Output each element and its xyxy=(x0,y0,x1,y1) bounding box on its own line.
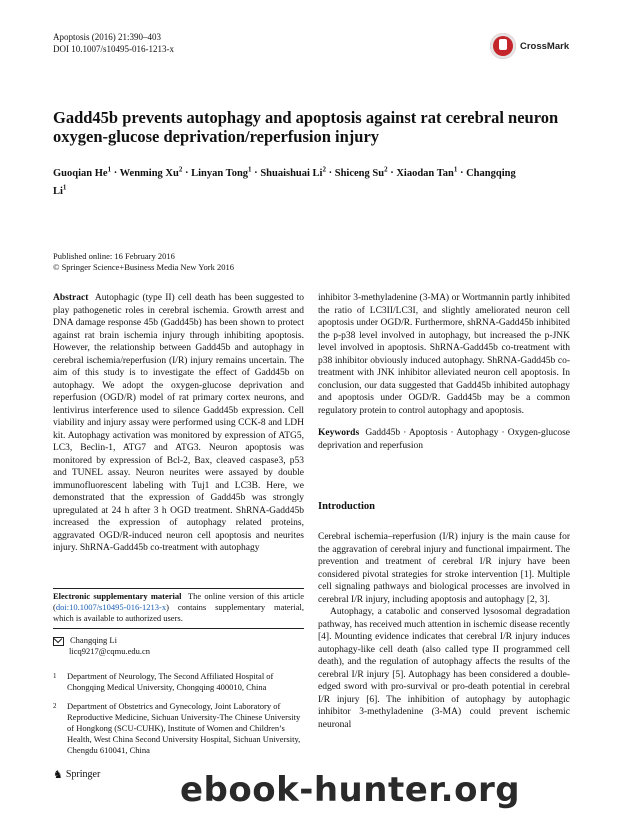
crossmark-badge[interactable] xyxy=(490,33,569,59)
introduction-paragraph: Cerebral ischemia–reperfusion (I/R) injury is the main cause for the aggravation of cerebral injury and functional impairment. The prevention and treatment of cerebral I/R injury have been considered pivotal strategies for stroke intervention [1]. Multiple cell signaling pathways and biological processes are involved in cerebral I/R injury, including apoptosis and autophagy [2, 3]. xyxy=(318,532,570,605)
abstract-text-right: inhibitor 3-methyladenine (3-MA) or Wortmannin partly inhibited the ratio of LC3II/LC3I, and slightly ameliorated neuron cell apoptosis under OGD/R. Furthermore, shRNA-Gadd45b inhibited the p-p38 level involved in autophagy, but increased the p-JNK level involved in apoptosis. ShRNA-Gadd45b co-treatment with p38 inhibitor obviously induced autophagy. ShRNA-Gadd45b co-treatment with JNK inhibitor alleviated neuron cell apoptosis. In conclusion, our data suggested that Gadd45b inhibited autophagy and apoptosis under OGD/R. Gadd45b may be a common regulatory protein to control autophagy and apoptosis. xyxy=(318,293,570,416)
esm-text-pre: The online version of this article ( xyxy=(53,591,304,612)
keywords-label: Keywords xyxy=(318,428,360,438)
affiliation-number: 1 xyxy=(53,672,57,680)
introduction-paragraph: Autophagy, a catabolic and conserved lysosomal degradation pathway, has received much attention in ischemic disease recently [4]. Mounting evidence indicates that cerebral I/R injury induces autophagy-like cell death (also called type II programmed cell death), and the regulation of autophagy affects the results of the cerebral I/R injury [5]. Autophagy has been considered a double-edged sword with pro-survival or pro-death potential in cerebral I/R injury [6]. The inhibition of autophagy by autophagic inhibitor 3-methyladenine (3-MA) could prevent ischemic neuronal xyxy=(318,607,570,730)
author-affiliation-mark: 1 xyxy=(453,165,458,173)
keywords xyxy=(318,427,570,452)
author-name: Linyan Tong$^1$ xyxy=(191,165,252,179)
author-name: Guoqian He$^1$ xyxy=(53,165,112,179)
author-affiliation-mark: 2 xyxy=(384,165,388,173)
esm-text-post: ) contains supplementary material, which is available to authorized users. xyxy=(53,602,304,623)
springer-horse-icon: ♞ xyxy=(53,769,63,781)
corresponding-email[interactable]: licq9217@cqmu.edu.cn xyxy=(69,646,151,656)
author-affiliation-mark: 1 xyxy=(248,165,252,173)
correspondence xyxy=(53,635,150,657)
journal-citation: Apoptosis (2016) 21:390–403 xyxy=(53,32,161,42)
abstract-right xyxy=(318,292,570,452)
journal-meta xyxy=(53,31,174,55)
esm-doi-link[interactable]: doi:10.1007/s10495-016-1213-x xyxy=(55,602,167,612)
author-name: Wenming Xu$^2$ xyxy=(119,165,183,179)
author-affiliation-mark: 2 xyxy=(178,165,183,173)
crossmark-icon xyxy=(490,33,516,59)
affiliation-divider xyxy=(53,628,304,629)
watermark: ebook-hunter.org xyxy=(180,770,521,810)
abstract-label: Abstract xyxy=(53,293,89,303)
author-affiliation-mark: 2 xyxy=(322,165,326,173)
introduction-body xyxy=(318,531,570,731)
author-name: Shuaishuai Li$^2$ xyxy=(260,165,326,179)
introduction-heading: Introduction xyxy=(318,501,375,512)
author-name: Changqing Li$^1$ xyxy=(53,167,516,197)
esm-divider xyxy=(53,588,304,589)
author-affiliation-mark: 1 xyxy=(107,165,112,173)
esm-label: Electronic supplementary material xyxy=(53,591,182,601)
corresponding-author: Changqing Li xyxy=(70,635,117,645)
publisher-logo xyxy=(53,768,100,781)
publication-info xyxy=(53,251,234,273)
publisher-name: Springer xyxy=(65,769,101,780)
affiliation-text: Department of Obstetrics and Gynecology, Joint Laboratory of Reproductive Medicine, Sichuan University-The Chinese University of Hongkong (SCU-CUHK), Institute of Women and Children’s Health, West China Second University Hospital, Sichuan University, Chengdu 610041, China xyxy=(67,701,301,755)
crossmark-label: CrossMark xyxy=(520,40,570,52)
abstract-text-left: Autophagic (type II) cell death has been suggested to play pathogenetic roles in cerebral ischemia. Growth arrest and DNA damage response 45b (Gadd45b) has been shown to protect against rat brain ischemia injury through inhibiting apoptosis. However, the relationship between Gadd45b and autophagy in cerebral ischemia/reperfusion (I/R) injury remains uncertain. The aim of this study is to investigate the effect of Gadd45b on autophagy. We adopt the oxygen-glucose deprivation and reperfusion (OGD/R) model of rat primary cortex neurons, and lentivirus interference used to silence Gadd45b expression. Cell viability and injury assay were performed using CCK-8 and LDH kit. Autophagy activation was monitored by expression of ATG5, LC3, Beclin-1, ATG7 and ATG3. Neuron apoptosis was monitored by expression of Bcl-2, Bax, cleaved caspase3, p53 and TUNEL assay. Neuron neurites were assayed by double immunofluorescent labeling with Tuj1 and LC3B. Here, we demonstrated that the expression of Gadd45b was strongly upregulated at 24 h after 3 h OGD treatment. ShRNA-Gadd45b increased the expression of autophagy related proteins, aggravated OGD/R-induced neuron cell apoptosis and neurites injury. ShRNA-Gadd45b co-treatment with autophagy xyxy=(53,293,304,553)
envelope-icon xyxy=(53,637,64,646)
author-name: Shiceng Su$^2$ xyxy=(334,165,388,179)
supplementary-note xyxy=(53,591,304,624)
affiliation-2 xyxy=(53,701,304,756)
author-name: Xiaodan Tan$^1$ xyxy=(396,165,458,179)
affiliation-number: 2 xyxy=(53,702,57,710)
doi-line: DOI 10.1007/s10495-016-1213-x xyxy=(53,44,174,54)
affiliation-text: Department of Neurology, The Second Affiliated Hospital of Chongqing Medical University, Chongqing 400010, China xyxy=(67,671,274,692)
affiliation-1 xyxy=(53,671,304,693)
author-list: Guoqian $He^1 \cdot Wenming$ $Xu^2$ · Linyan Tong$^1$ · Shuaishuai $Li^2$ · Shiceng $Su^2$ · Xiaodan Tan$^1$ · Changqing Li$^1$ xyxy=(53,165,516,197)
published-date: Published online: 16 February 2016 xyxy=(53,251,175,261)
keywords-text: Gadd45b · Apoptosis · Autophagy · Oxygen-glucose deprivation and reperfusion xyxy=(318,428,571,451)
abstract-left xyxy=(53,292,304,555)
article-title: Gadd45b prevents autophagy and apoptosis against rat cerebral neuron oxygen-glucose deprivation/reperfusion injury xyxy=(53,108,559,146)
copyright-line: © Springer Science+Business Media New York 2016 xyxy=(53,262,234,272)
author-affiliation-mark: 1 xyxy=(62,183,67,192)
